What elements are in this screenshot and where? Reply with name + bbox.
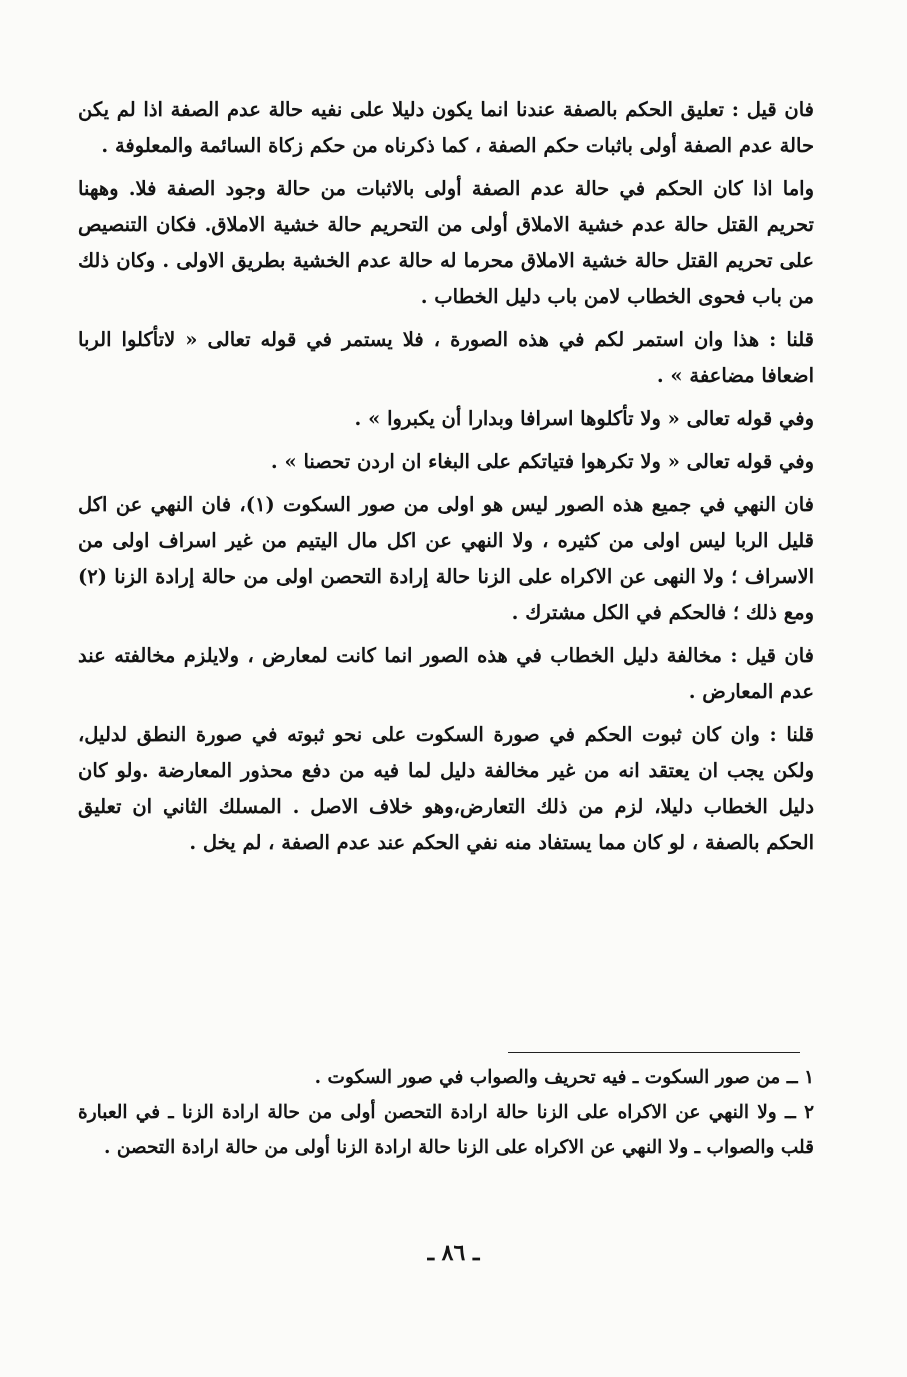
paragraph: وفي قوله تعالى « ولا تأكلوها اسرافا وبدارا أن يكبروا » .	[354, 407, 814, 430]
page-number: ـ ٨٦ ـ	[427, 1240, 480, 1266]
paragraph: وفي قوله تعالى « ولا تكرهوا فتياتكم على البغاء ان اردن تحصنا » .	[270, 450, 814, 473]
paragraph: فان النهي في جميع هذه الصور ليس هو اولى من صور السكوت (١)، فان النهي عن اكل قليل الربا ليس اولى من كثيره ، ولا النهي عن اكل مال اليتيم من غير اسراف اولى من الاسراف ؛ ولا النهى عن الاكراه على الزنا حالة إرادة التحصن اولى من حالة إرادة الزنا (٢) ومع ذلك ؛ فالحكم في الكل مشترك .	[78, 493, 814, 624]
paragraph: فان قيل : مخالفة دليل الخطاب في هذه الصور انما كانت لمعارض ، ولايلزم مخالفته عند عدم المعارض .	[78, 644, 814, 703]
paragraph: فان قيل : تعليق الحكم بالصفة عندنا انما يكون دليلا على نفيه حالة عدم الصفة اذا لم يكن حالة عدم الصفة أولى باثبات حكم الصفة ، كما ذكرناه من حكم زكاة السائمة والمعلوفة .	[78, 98, 814, 157]
footnote: ١ ــ من صور السكوت ـ فيه تحريف والصواب في صور السكوت .	[314, 1067, 814, 1088]
footnote-separator	[508, 1052, 800, 1053]
paragraph: قلنا : هذا وان استمر لكم في هذه الصورة ، فلا يستمر في قوله تعالى « لاتأكلوا الربا اضعافا مضاعفة » .	[78, 328, 814, 387]
main-text	[78, 92, 814, 868]
footnote: ٢ ــ ولا النهي عن الاكراه على الزنا حالة ارادة التحصن أولى من حالة ارادة الزنا ـ في العبارة قلب والصواب ـ ولا النهي عن الاكراه على الزنا حالة ارادة الزنا أولى من حالة ارادة التحصن .	[78, 1102, 814, 1158]
paragraph: قلنا : وان كان ثبوت الحكم في صورة السكوت على نحو ثبوته في صورة النطق لدليل، ولكن يجب ان يعتقد انه من غير مخالفة دليل لما فيه من دفع محذور المعارضة .ولو كان دليل الخطاب دليلا، لزم من ذلك التعارض،وهو خلاف الاصل . المسلك الثاني ان تعليق الحكم بالصفة ، لو كان مما يستفاد منه نفي الحكم عند عدم الصفة ، لم يخل .	[78, 723, 814, 854]
paragraph: واما اذا كان الحكم في حالة عدم الصفة أولى بالاثبات من حالة وجود الصفة فلا. وههنا تحريم القتل حالة عدم خشية الاملاق أولى من التحريم حالة خشية الاملاق. فكان التنصيص على تحريم القتل حالة خشية الاملاق محرما له حالة عدم الخشية بطريق الاولى . وكان ذلك من باب فحوى الخطاب لامن باب دليل الخطاب .	[78, 177, 814, 308]
footnotes	[78, 1060, 814, 1165]
